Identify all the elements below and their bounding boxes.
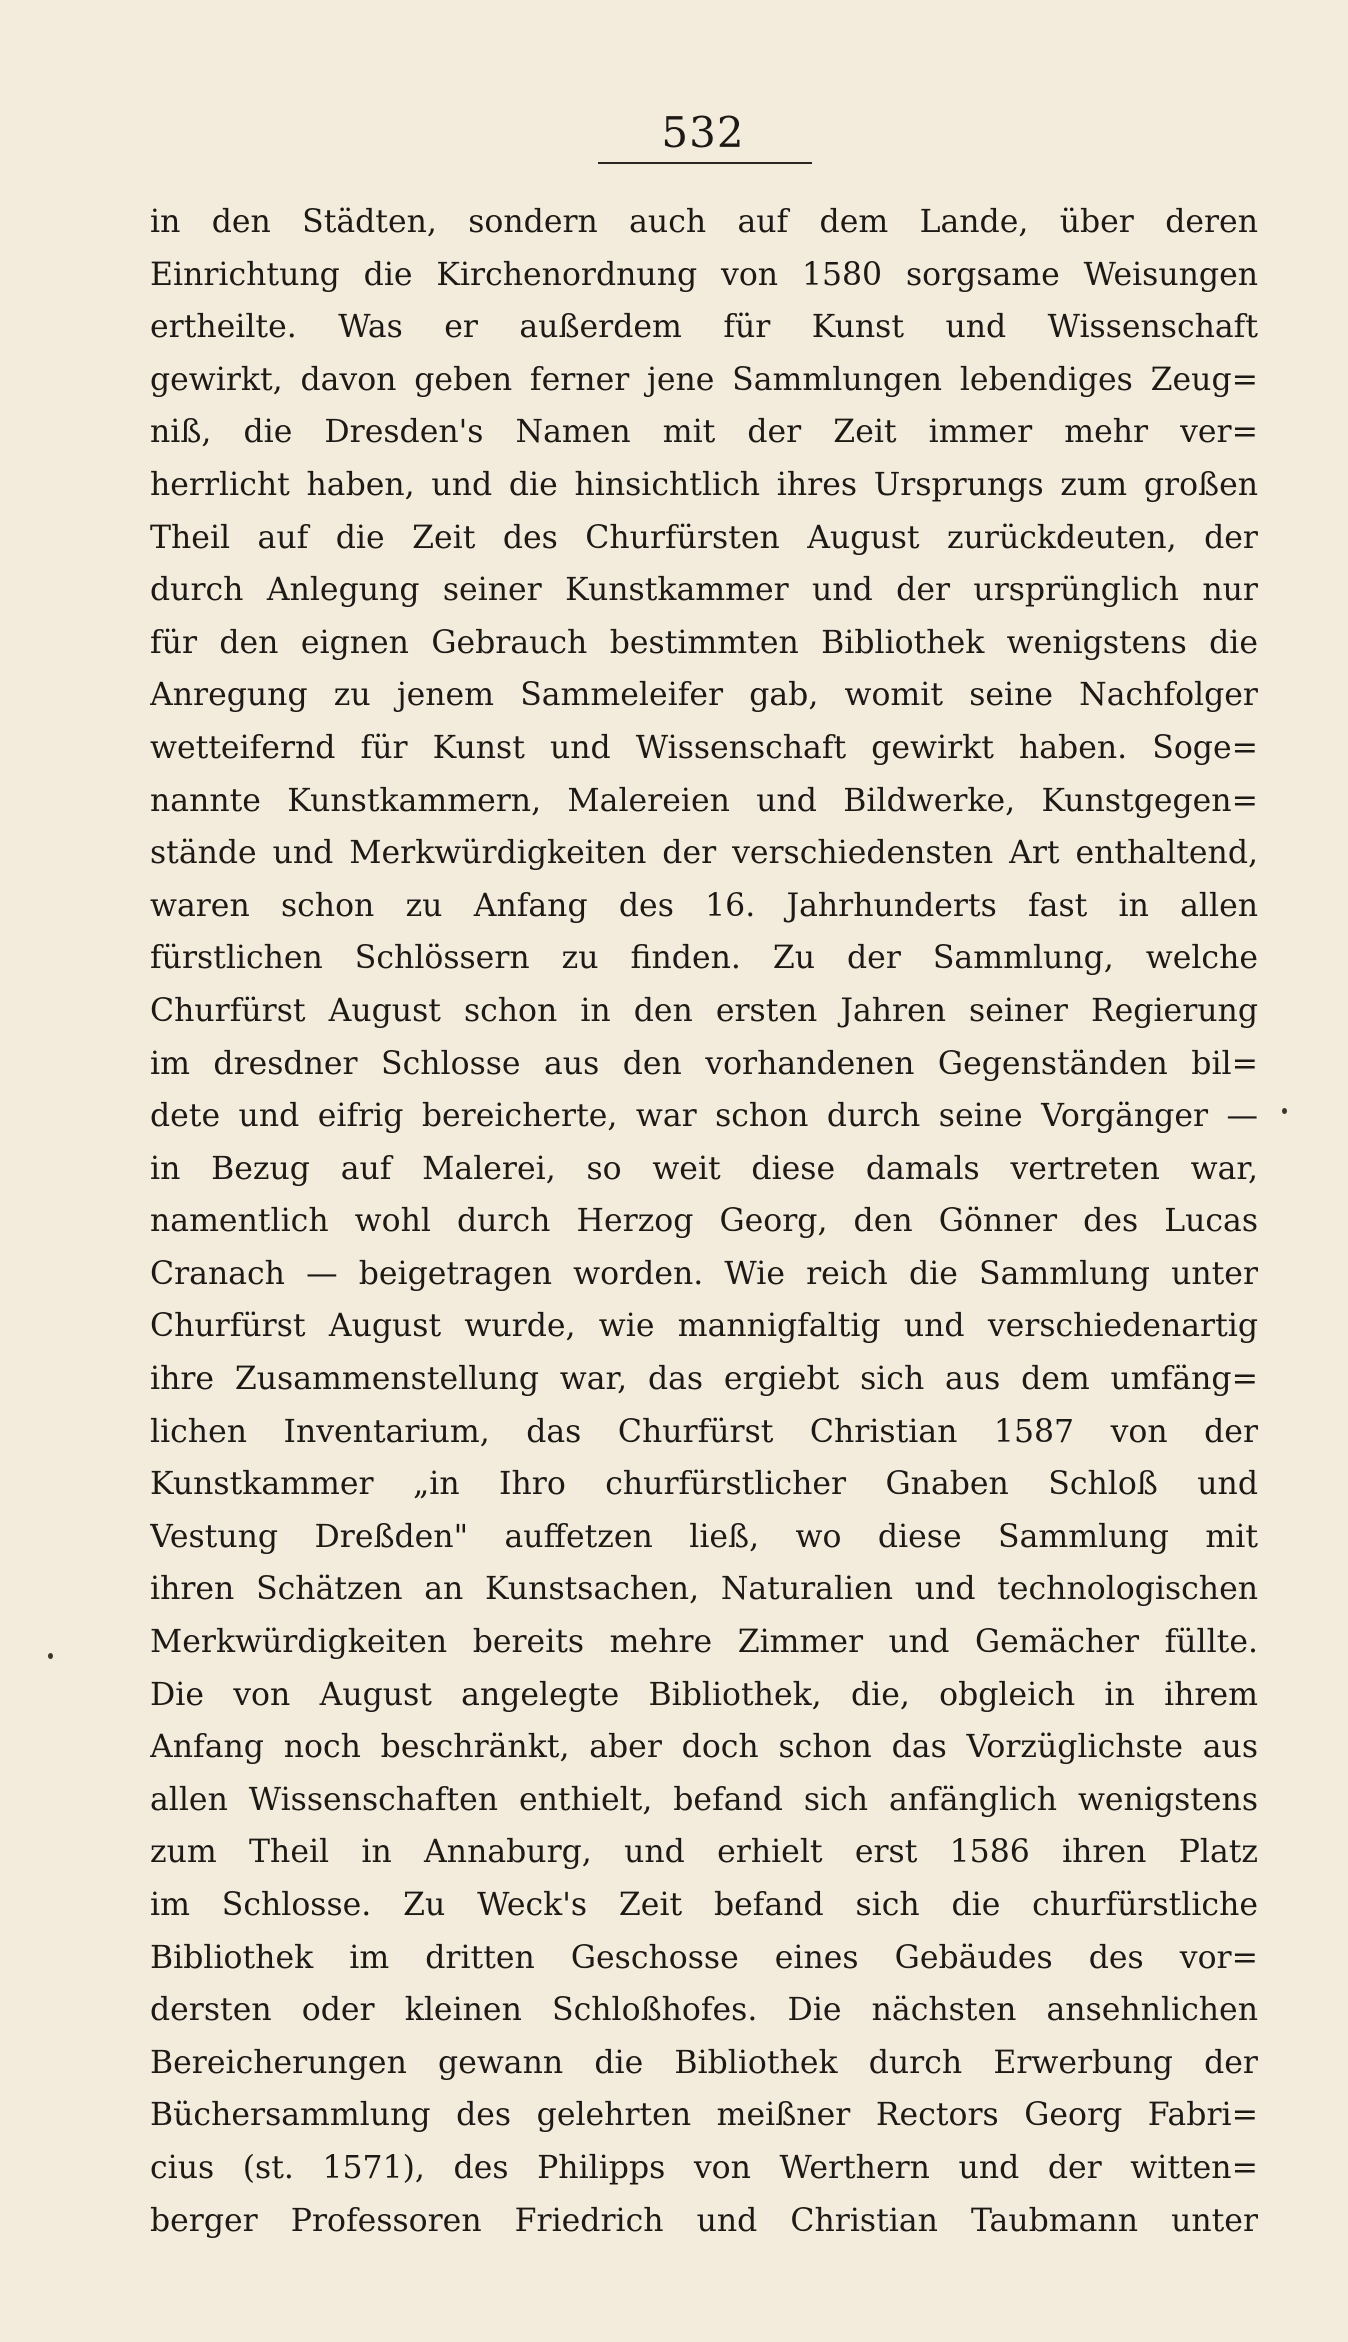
text-line: niß, die Dresden's Namen mit der Zeit immer mehr ver= [150,414,1258,451]
text-line: ihren Schätzen an Kunstsachen, Naturalien und technologischen [150,1571,1258,1608]
page-number-rule [598,162,812,164]
text-line: Vestung Dreßden" auffetzen ließ, wo diese Sammlung mit [150,1518,1258,1555]
text-line: Die von August angelegte Bibliothek, die, obgleich in ihrem [150,1676,1258,1713]
text-line: in den Städten, sondern auch auf dem Lande, über deren [150,204,1258,240]
text-line: Einrichtung die Kirchenordnung von 1580 sorgsame Weisungen [150,256,1258,293]
ink-speck [48,1653,53,1659]
text-line: wetteifernd für Kunst und Wissenschaft gewirkt haben. Soge= [150,729,1258,766]
text-line: nannte Kunstkammern, Malereien und Bildwerke, Kunstgegen= [150,782,1258,819]
text-line: Kunstkammer „in Ihro churfürstlicher Gnaben Schloß und [150,1466,1258,1503]
page-number: 532 [661,108,745,157]
text-line: berger Professoren Friedrich und Christian Taubmann unter [150,2202,1258,2239]
text-line: Bereicherungen gewann die Bibliothek durch Erwerbung der [150,2044,1258,2081]
text-line: im dresdner Schlosse aus den vorhandenen Gegenständen bil= [150,1045,1258,1082]
text-line: allen Wissenschaften enthielt, befand sich anfänglich wenigstens [150,1781,1258,1818]
body-text [150,196,1258,2247]
text-line: Theil auf die Zeit des Churfürsten August zurückdeuten, der [150,519,1258,556]
text-line: lichen Inventarium, das Churfürst Christian 1587 von der [150,1413,1258,1450]
text-line: Churfürst August wurde, wie mannigfaltig und verschiedenartig [150,1308,1258,1345]
text-line: ertheilte. Was er außerdem für Kunst und Wissenschaft [150,309,1258,346]
text-line: Bibliothek im dritten Geschosse eines Gebäudes des vor= [150,1939,1258,1976]
text-line: in Bezug auf Malerei, so weit diese damals vertreten war, [150,1150,1258,1187]
text-line: gewirkt, davon geben ferner jene Sammlungen lebendiges Zeug= [150,361,1258,398]
text-line: Büchersammlung des gelehrten meißner Rectors Georg Fabri= [150,2097,1258,2134]
text-line: im Schlosse. Zu Weck's Zeit befand sich die churfürstliche [150,1887,1258,1923]
text-line: zum Theil in Annaburg, und erhielt erst 1586 ihren Platz [150,1834,1258,1871]
text-line: für den eignen Gebrauch bestimmten Bibliothek wenigstens die [150,624,1258,661]
text-line: waren schon zu Anfang des 16. Jahrhunderts fast in allen [150,887,1258,924]
text-line: Merkwürdigkeiten bereits mehre Zimmer und Gemächer füllte. [150,1624,1258,1661]
text-line: Cranach — beigetragen worden. Wie reich die Sammlung unter [150,1255,1258,1292]
text-line: Anfang noch beschränkt, aber doch schon das Vorzüglichste aus [150,1729,1258,1766]
text-line: namentlich wohl durch Herzog Georg, den Gönner des Lucas [150,1203,1258,1240]
text-line: cius (st. 1571), des Philipps von Werthern und der witten= [150,2149,1258,2186]
text-line: herrlicht haben, und die hinsichtlich ihres Ursprungs zum großen [150,466,1258,503]
text-line: Anregung zu jenem Sammeleifer gab, womit seine Nachfolger [150,677,1258,714]
text-line: Churfürst August schon in den ersten Jahren seiner Regierung [150,992,1258,1029]
ink-speck [1282,1108,1287,1114]
text-line: dete und eifrig bereicherte, war schon durch seine Vorgänger — [150,1098,1258,1135]
text-line: durch Anlegung seiner Kunstkammer und der ursprünglich nur [150,572,1258,609]
text-line: dersten oder kleinen Schloßhofes. Die nächsten ansehnlichen [150,1992,1258,2029]
text-line: stände und Merkwürdigkeiten der verschiedensten Art enthaltend, [150,835,1258,872]
text-line: fürstlichen Schlössern zu finden. Zu der Sammlung, welche [150,940,1258,977]
text-line: ihre Zusammenstellung war, das ergiebt sich aus dem umfäng= [150,1361,1258,1398]
